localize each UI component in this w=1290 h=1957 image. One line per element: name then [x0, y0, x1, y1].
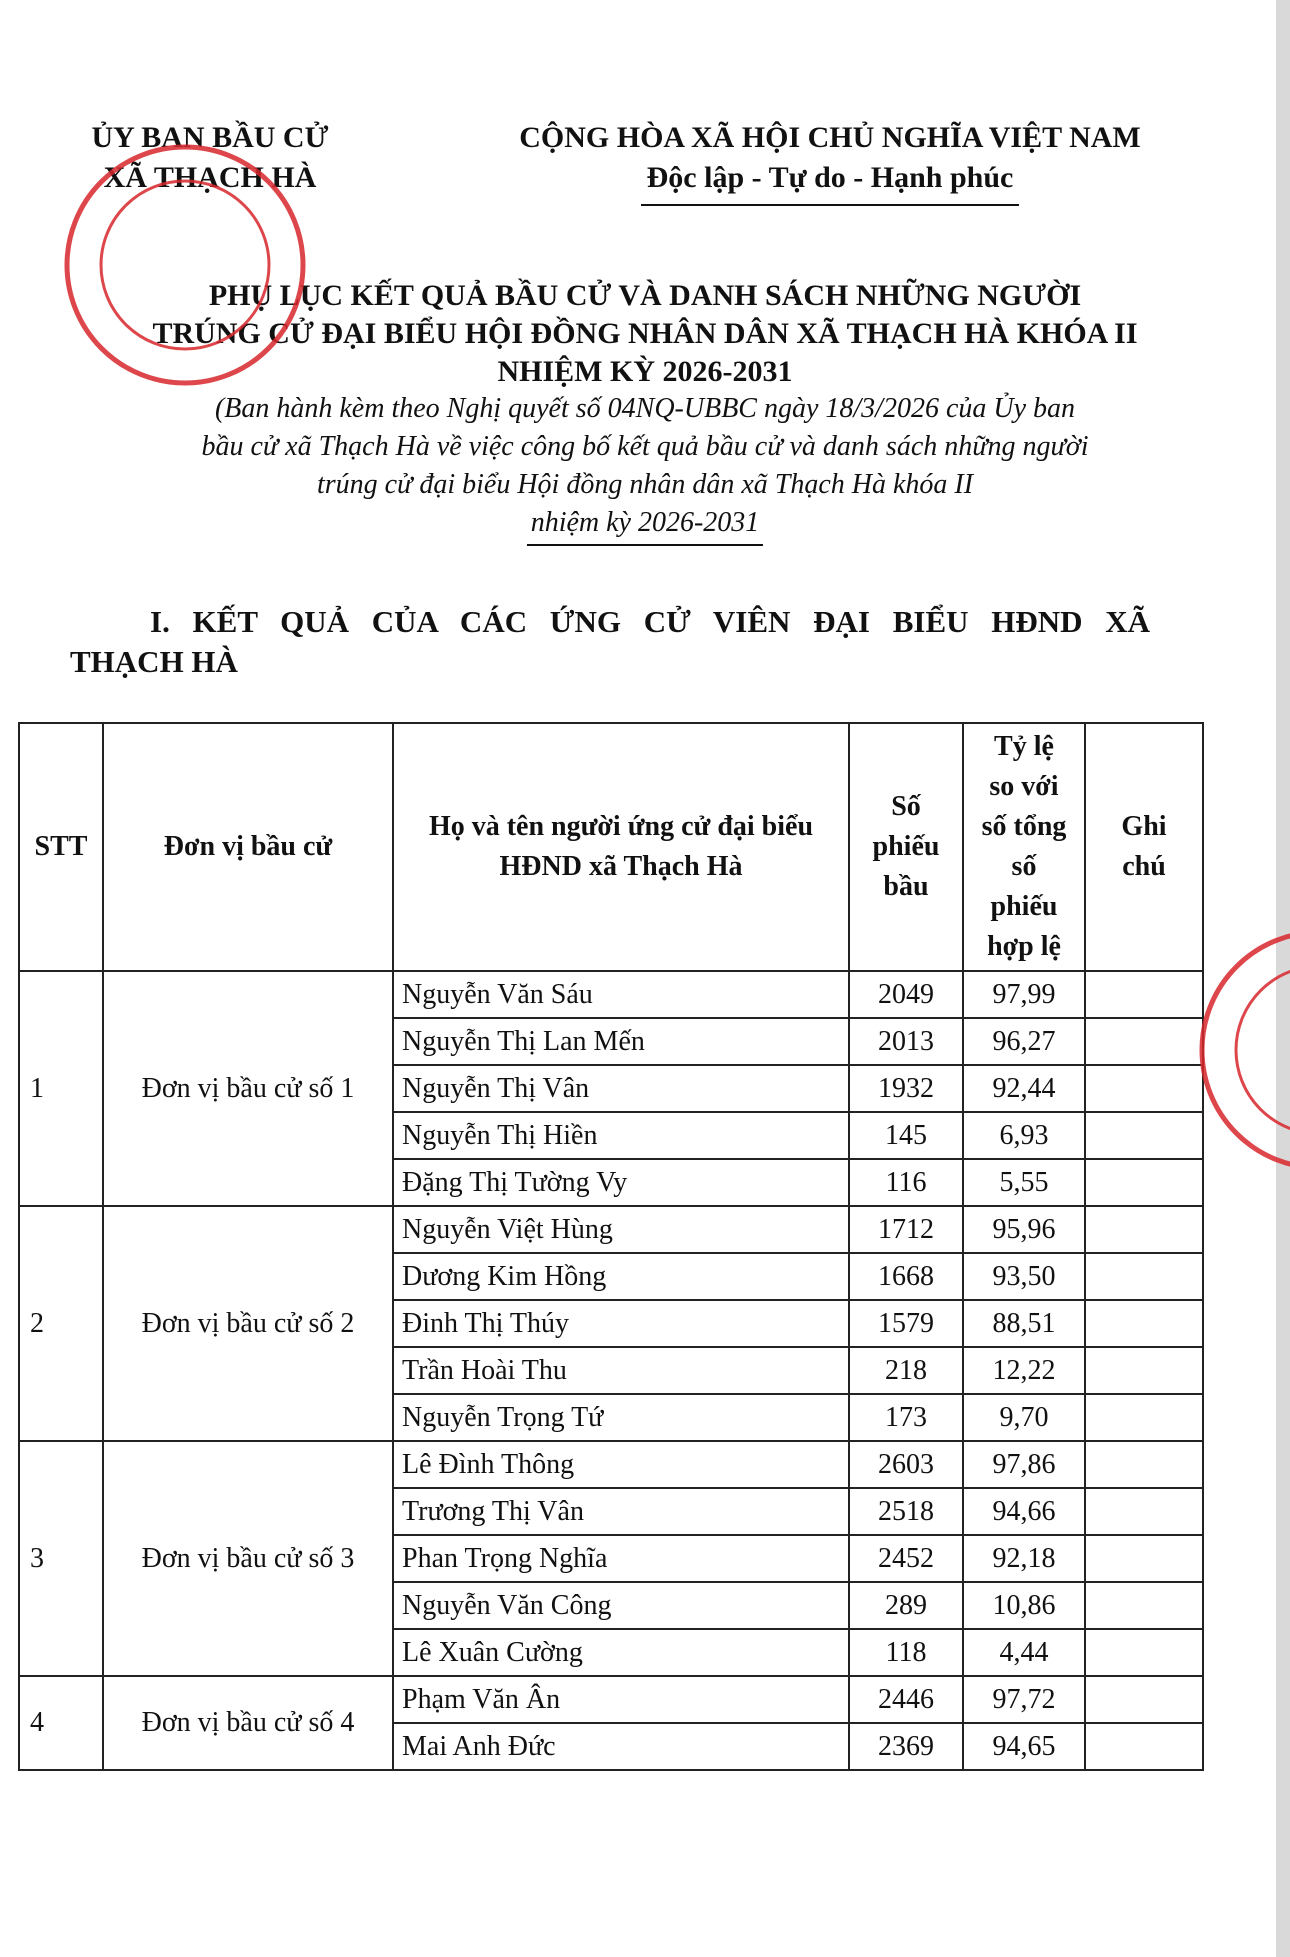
cell-votes: 116 — [849, 1159, 963, 1206]
header-stt: STT — [19, 723, 103, 971]
cell-note — [1085, 1206, 1203, 1253]
cell-votes: 145 — [849, 1112, 963, 1159]
cell-ratio: 93,50 — [963, 1253, 1085, 1300]
cell-stt: 2 — [19, 1206, 103, 1441]
results-body — [19, 971, 1203, 1770]
cell-ratio: 10,86 — [963, 1582, 1085, 1629]
subtitle-line: (Ban hành kèm theo Nghị quyết số 04NQ-UBBC ngày 18/3/2026 của Ủy ban — [214, 393, 1076, 424]
table-row — [19, 1206, 1203, 1253]
table-row — [19, 971, 1203, 1018]
cell-stt: 1 — [19, 971, 103, 1206]
cell-votes: 1668 — [849, 1253, 963, 1300]
cell-note — [1085, 1018, 1203, 1065]
cell-name: Nguyễn Trọng Tứ — [393, 1394, 849, 1441]
cell-unit: Đơn vị bầu cử số 4 — [103, 1676, 393, 1770]
cell-votes: 2603 — [849, 1441, 963, 1488]
table-row — [19, 1676, 1203, 1723]
section-heading — [70, 602, 1150, 682]
cell-votes: 1579 — [849, 1300, 963, 1347]
table-row — [19, 1441, 1203, 1488]
cell-name: Dương Kim Hồng — [393, 1253, 849, 1300]
cell-note — [1085, 1582, 1203, 1629]
issuer-line: XÃ THẠCH HÀ — [103, 161, 317, 194]
cell-votes: 2518 — [849, 1488, 963, 1535]
cell-stt: 3 — [19, 1441, 103, 1676]
cell-name: Phạm Văn Ân — [393, 1676, 849, 1723]
cell-ratio: 95,96 — [963, 1206, 1085, 1253]
cell-name: Nguyễn Văn Sáu — [393, 971, 849, 1018]
cell-name: Nguyễn Thị Vân — [393, 1065, 849, 1112]
header-ratio: Tỷ lệ so với số tổng số phiếu hợp lệ — [963, 723, 1085, 971]
doc-title-line: TRÚNG CỬ ĐẠI BIỂU HỘI ĐỒNG NHÂN DÂN XÃ THẠCH HÀ KHÓA II — [152, 317, 1138, 350]
cell-votes: 1932 — [849, 1065, 963, 1112]
cell-ratio: 97,86 — [963, 1441, 1085, 1488]
cell-name: Lê Đình Thông — [393, 1441, 849, 1488]
cell-name: Nguyễn Văn Công — [393, 1582, 849, 1629]
cell-name: Đặng Thị Tường Vy — [393, 1159, 849, 1206]
cell-note — [1085, 1300, 1203, 1347]
subtitle-line: trúng cử đại biểu Hội đồng nhân dân xã Thạch Hà khóa II — [316, 469, 974, 500]
subtitle-line: bầu cử xã Thạch Hà về việc công bố kết quả bầu cử và danh sách những người — [201, 431, 1089, 462]
doc-title-line: PHỤ LỤC KẾT QUẢ BẦU CỬ VÀ DANH SÁCH NHỮNG NGƯỜI — [208, 279, 1082, 312]
cell-unit: Đơn vị bầu cử số 1 — [103, 971, 393, 1206]
cell-name: Nguyễn Việt Hùng — [393, 1206, 849, 1253]
section-heading-line: I. KẾT QUẢ CỦA CÁC ỨNG CỬ VIÊN ĐẠI BIỂU HĐND XÃ — [150, 604, 1150, 639]
cell-ratio: 96,27 — [963, 1018, 1085, 1065]
cell-votes: 218 — [849, 1347, 963, 1394]
subtitle-line: nhiệm kỳ 2026-2031 — [527, 504, 764, 546]
cell-name: Đinh Thị Thúy — [393, 1300, 849, 1347]
header-unit: Đơn vị bầu cử — [103, 723, 393, 971]
national-motto: Độc lập - Tự do - Hạnh phúc — [641, 158, 1020, 206]
cell-votes: 2369 — [849, 1723, 963, 1770]
doc-title-line: NHIỆM KỲ 2026-2031 — [497, 355, 793, 388]
header-votes: Số phiếu bầu — [849, 723, 963, 971]
header-name: Họ và tên người ứng cử đại biểu HĐND xã Thạch Hà — [393, 723, 849, 971]
cell-votes: 173 — [849, 1394, 963, 1441]
doc-subtitle — [60, 390, 1230, 546]
cell-ratio: 6,93 — [963, 1112, 1085, 1159]
cell-ratio: 4,44 — [963, 1629, 1085, 1676]
cell-ratio: 97,72 — [963, 1676, 1085, 1723]
national-header — [480, 118, 1180, 206]
header-note: Ghi chú — [1085, 723, 1203, 971]
section-heading-line: THẠCH HÀ — [70, 644, 238, 679]
cell-unit: Đơn vị bầu cử số 3 — [103, 1441, 393, 1676]
cell-note — [1085, 1159, 1203, 1206]
cell-note — [1085, 1394, 1203, 1441]
cell-ratio: 94,65 — [963, 1723, 1085, 1770]
cell-name: Mai Anh Đức — [393, 1723, 849, 1770]
cell-ratio: 94,66 — [963, 1488, 1085, 1535]
cell-note — [1085, 971, 1203, 1018]
cell-note — [1085, 1629, 1203, 1676]
cell-name: Trương Thị Vân — [393, 1488, 849, 1535]
cell-name: Trần Hoài Thu — [393, 1347, 849, 1394]
cell-votes: 1712 — [849, 1206, 963, 1253]
cell-ratio: 92,18 — [963, 1535, 1085, 1582]
cell-ratio: 5,55 — [963, 1159, 1085, 1206]
cell-note — [1085, 1441, 1203, 1488]
cell-ratio: 92,44 — [963, 1065, 1085, 1112]
cell-votes: 289 — [849, 1582, 963, 1629]
official-stamp-partial — [1195, 925, 1290, 1175]
cell-note — [1085, 1253, 1203, 1300]
results-table — [18, 722, 1204, 1771]
cell-note — [1085, 1535, 1203, 1582]
cell-note — [1085, 1488, 1203, 1535]
cell-votes: 2049 — [849, 971, 963, 1018]
cell-note — [1085, 1676, 1203, 1723]
cell-note — [1085, 1112, 1203, 1159]
table-header-row — [19, 723, 1203, 971]
cell-ratio: 88,51 — [963, 1300, 1085, 1347]
cell-ratio: 12,22 — [963, 1347, 1085, 1394]
cell-unit: Đơn vị bầu cử số 2 — [103, 1206, 393, 1441]
cell-name: Nguyễn Thị Hiền — [393, 1112, 849, 1159]
cell-name: Nguyễn Thị Lan Mến — [393, 1018, 849, 1065]
cell-ratio: 9,70 — [963, 1394, 1085, 1441]
cell-votes: 2013 — [849, 1018, 963, 1065]
issuer-line: ỦY BAN BẦU CỬ — [91, 121, 329, 154]
cell-votes: 2452 — [849, 1535, 963, 1582]
cell-note — [1085, 1347, 1203, 1394]
cell-name: Phan Trọng Nghĩa — [393, 1535, 849, 1582]
cell-votes: 118 — [849, 1629, 963, 1676]
cell-note — [1085, 1723, 1203, 1770]
cell-name: Lê Xuân Cường — [393, 1629, 849, 1676]
cell-votes: 2446 — [849, 1676, 963, 1723]
cell-ratio: 97,99 — [963, 971, 1085, 1018]
cell-note — [1085, 1065, 1203, 1112]
national-title: CỘNG HÒA XÃ HỘI CHỦ NGHĨA VIỆT NAM — [519, 121, 1141, 154]
cell-stt: 4 — [19, 1676, 103, 1770]
official-stamp — [60, 140, 310, 390]
